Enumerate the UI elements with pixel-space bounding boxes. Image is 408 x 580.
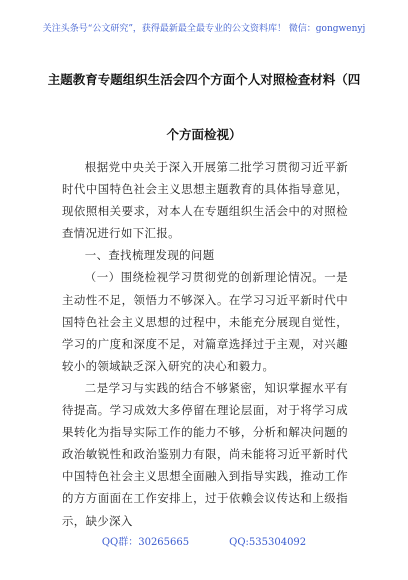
paragraph-point-2: 二是学习与实践的结合不够紧密，知识掌握水平有待提高。学习成效大多停留在理论层面，对于将学习成果转化为指导实际工作的能力不够，分析和解决问题的政治敏锐性和政治鉴别力有限，尚未能将习近平新时代中国特色社会主义思想全面融入到指导实践，推动工作的方方面面在工作安排上，过于依赖会议传达和上级指示，缺少深入 (62, 380, 348, 528)
document-title-line-1: 主题教育专题组织生活会四个方面个人对照检查材料（四 (47, 72, 361, 87)
footer-qq-group: QQ群：30265665 (101, 537, 190, 548)
document-title-line-2: 个方面检视） (166, 127, 242, 142)
section-heading: 一、查找梳理发现的问题 (84, 248, 215, 263)
footer-contact (0, 533, 408, 548)
paragraph-point-1: （一）围绕检视学习贯彻党的创新理论情况。一是主动性不足，领悟力不够深入。在学习习近平新时代中国特色社会主义思想的过程中，未能充分展现自觉性，学习的广度和深度不足，对篇章选择过于主观，对兴趣较小的领域缺乏深入研究的决心和毅力。 (62, 270, 348, 373)
footer-qq-number: QQ:535304092 (229, 537, 307, 548)
header-promo-note: 关注头条号“公文研究”，获得最新最全最专业的公文资料库！ 微信：gongwenyj (42, 24, 366, 34)
document-body (62, 156, 348, 532)
paragraph-intro: 根据党中央关于深入开展第二批学习贯彻习近平新时代中国特色社会主义思想主题教育的具体指导意见，现依照相关要求，对本人在专题组织生活会中的对照检查情况进行如下汇报。 (62, 160, 348, 241)
